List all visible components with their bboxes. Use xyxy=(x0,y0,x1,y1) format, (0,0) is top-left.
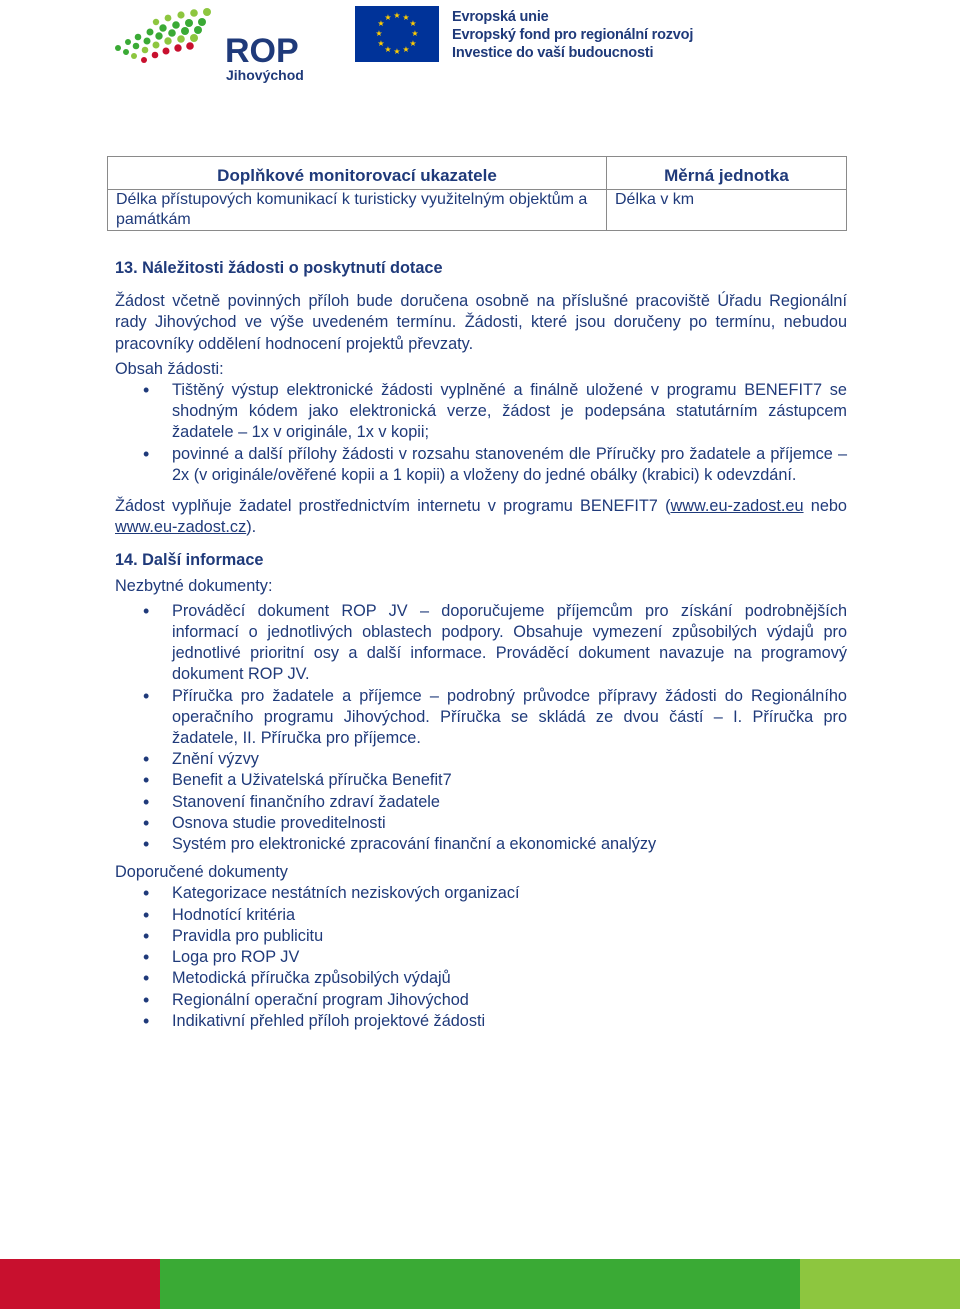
svg-text:★: ★ xyxy=(375,29,383,38)
eu-text-line: Evropský fond pro regionální rozvoj xyxy=(452,27,694,43)
footer-green-segment xyxy=(160,1259,800,1309)
indicator-unit: Délka v km xyxy=(607,190,847,231)
required-docs-label: Nezbytné dokumenty: xyxy=(115,576,273,595)
section-14-title: Další informace xyxy=(142,551,264,570)
list-item: • Kategorizace nestátních neziskových organizací xyxy=(115,883,847,904)
eu-flag-icon xyxy=(355,6,439,62)
section-13-paragraph: Žádost včetně povinných příloh bude doručena osobně na příslušné pracoviště Úřadu Regionální rady Jihovýchod ve výše uvedeném termínu. Žádosti, které jsou doručeny po termínu, nebudou pracovníky oddělení hodnocení projektů převzaty. xyxy=(115,292,847,353)
svg-text:★: ★ xyxy=(409,19,417,28)
submission-text-start: Žádost vyplňuje žadatel prostřednictvím internetu v programu BENEFIT7 ( xyxy=(115,497,671,516)
footer-color-bar xyxy=(0,1259,960,1309)
svg-text:★: ★ xyxy=(393,11,401,20)
list-item: • povinné a další přílohy žádosti v rozsahu stanoveném dle Příručky pro žadatele a příjemce – 2x (v originále/ověřené kopii a 1 kopii) a vloženy do jedné obálky (krabici) k odevzdání. xyxy=(115,444,847,486)
link-eu-zadost-cz[interactable]: www.eu-zadost.cz xyxy=(115,518,247,537)
list-item: • Prováděcí dokument ROP JV – doporučujeme příjemcům pro získání podrobnějších informací o jednotlivých oblastech podpory. Obsahuje vymezení způsobilých výdajů pro jednotlivé prioritní osy a další informace. Prováděcí dokument navazuje na programový dokument ROP JV. xyxy=(115,601,847,686)
page-header xyxy=(0,0,960,90)
table-header-unit: Měrná jednotka xyxy=(607,157,847,190)
section-13-title: Náležitosti žádosti o poskytnutí dotace xyxy=(142,259,443,277)
list-item: • Znění výzvy xyxy=(115,749,847,770)
indicator-name: Délka přístupových komunikací k turisticky využitelným objektům a památkám xyxy=(108,190,607,231)
recommended-docs-label: Doporučené dokumenty xyxy=(115,863,288,882)
submission-text-end: ). xyxy=(246,518,257,537)
footer-red-segment xyxy=(0,1259,160,1309)
svg-text:★: ★ xyxy=(402,45,410,54)
list-item: • Loga pro ROP JV xyxy=(115,947,847,968)
footer-lightgreen-segment xyxy=(800,1259,960,1309)
svg-text:★: ★ xyxy=(393,47,401,56)
table-header-row xyxy=(108,157,847,190)
list-item: • Příručka pro žadatele a příjemce – podrobný průvodce přípravy žádosti do Regionálního operačního programu Jihovýchod. Příručka se skládá ze dvou částí – I. Příručka pro žadatele, II. Příručka pro příjemce. xyxy=(115,686,847,750)
contents-label: Obsah žádosti: xyxy=(115,359,224,378)
section-13-number: 13. xyxy=(115,259,138,277)
list-item: • Osnova studie proveditelnosti xyxy=(115,813,847,834)
list-item: • Pravidla pro publicitu xyxy=(115,926,847,947)
list-item: • Hodnotící kritéria xyxy=(115,905,847,926)
contents-list xyxy=(115,380,847,486)
svg-text:★: ★ xyxy=(377,39,385,48)
table-header-indicators: Doplňkové monitorovací ukazatele xyxy=(108,157,607,190)
recommended-docs-list xyxy=(115,883,847,1031)
submission-text-mid: nebo xyxy=(803,497,847,516)
link-eu-zadost-eu[interactable]: www.eu-zadost.eu xyxy=(670,497,804,516)
svg-text:★: ★ xyxy=(384,13,392,22)
indicators-table xyxy=(107,156,847,231)
list-item: • Metodická příručka způsobilých výdajů xyxy=(115,968,847,989)
eu-text-line: Investice do vaší budoucnosti xyxy=(452,45,654,61)
svg-text:★: ★ xyxy=(384,45,392,54)
list-item: • Tištěný výstup elektronické žádosti vyplněné a finálně uložené v programu BENEFIT7 se shodným kódem jako elektronická verze, žádost je podepsána statutárním zástupcem žadatele – 1x v originále, 1x v kopii; xyxy=(115,380,847,444)
svg-text:★: ★ xyxy=(377,19,385,28)
rop-jihovychod-logo xyxy=(108,4,318,84)
table-row xyxy=(108,190,847,231)
svg-text:★: ★ xyxy=(411,29,419,38)
list-item: • Indikativní přehled příloh projektové žádosti xyxy=(115,1011,847,1032)
list-item: • Systém pro elektronické zpracování finanční a ekonomické analýzy xyxy=(115,834,847,855)
section-14-number: 14. xyxy=(115,551,138,570)
rop-logo-subtitle: Jihovýchod xyxy=(226,67,304,83)
svg-text:★: ★ xyxy=(409,39,417,48)
main-content xyxy=(115,258,847,1032)
eu-text-line: Evropská unie xyxy=(452,9,549,25)
required-docs-list xyxy=(115,601,847,855)
rop-logo-text: ROP xyxy=(225,32,299,70)
list-item: • Stanovení finančního zdraví žadatele xyxy=(115,792,847,813)
section-14-heading xyxy=(115,550,847,571)
section-13-heading xyxy=(115,258,847,279)
svg-text:★: ★ xyxy=(402,13,410,22)
eu-text-block xyxy=(452,8,693,62)
list-item: • Benefit a Uživatelská příručka Benefit7 xyxy=(115,770,847,791)
list-item: • Regionální operační program Jihovýchod xyxy=(115,990,847,1011)
submission-paragraph xyxy=(115,496,847,538)
